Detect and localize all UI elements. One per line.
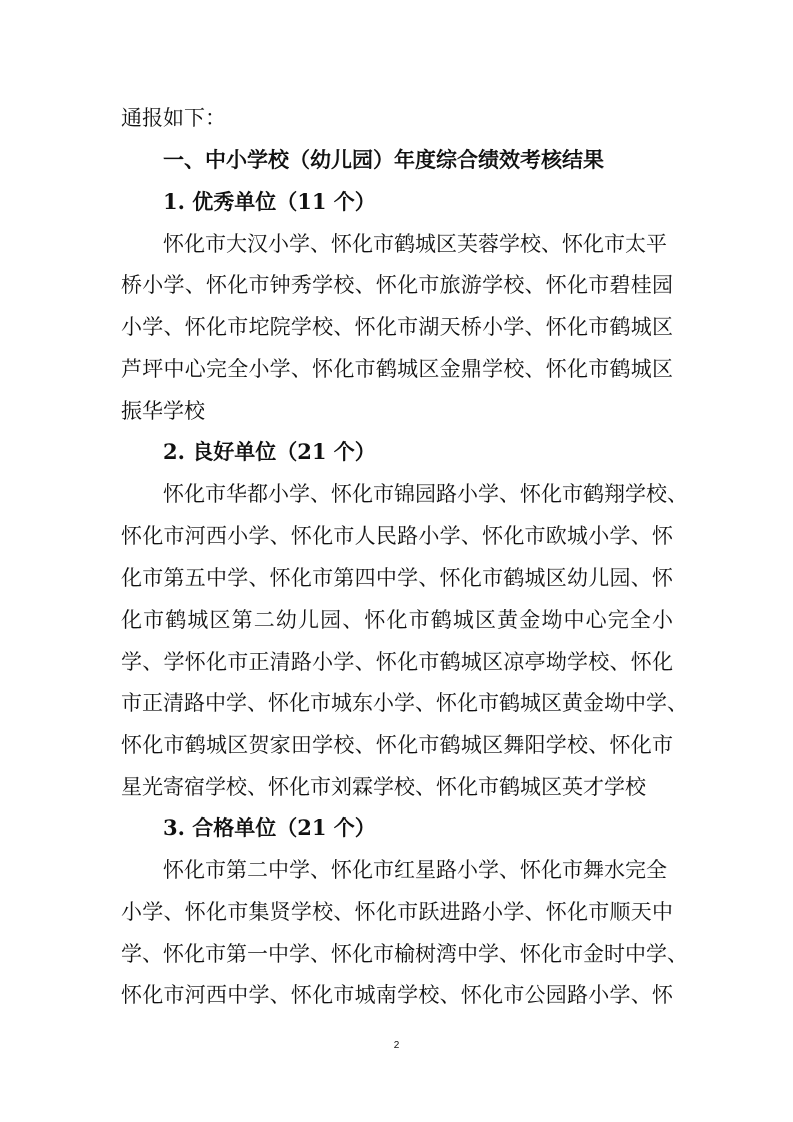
paragraph-line: 怀化市大汉小学、怀化市鹤城区芙蓉学校、怀化市太平 [163, 232, 667, 256]
paragraph-line: 怀化市鹤城区贺家田学校、怀化市鹤城区舞阳学校、怀化市 [121, 733, 673, 757]
paragraph-line: 星光寄宿学校、怀化市刘霖学校、怀化市鹤城区英才学校 [121, 775, 646, 799]
section-heading: 一、中小学校（幼儿园）年度综合绩效考核结果 [163, 148, 604, 172]
paragraph-line: 化市鹤城区第二幼儿园、怀化市鹤城区黄金坳中心完全小 [121, 608, 673, 632]
paragraph-line: 学、怀化市第一中学、怀化市榆树湾中学、怀化市金时中学、 [121, 942, 688, 966]
paragraph-line: 芦坪中心完全小学、怀化市鹤城区金鼎学校、怀化市鹤城区 [121, 357, 673, 381]
paragraph-line: 化市第五中学、怀化市第四中学、怀化市鹤城区幼儿园、怀 [121, 566, 673, 590]
intro-text: 通报如下： [121, 106, 226, 130]
paragraph-line: 怀化市华都小学、怀化市锦园路小学、怀化市鹤翔学校、 [163, 482, 688, 506]
good-heading: 2. 良好单位（21 个） [163, 439, 376, 464]
excellent-heading: 1. 优秀单位（11 个） [163, 189, 376, 214]
paragraph-line: 学、学怀化市正清路小学、怀化市鹤城区凉亭坳学校、怀化 [121, 650, 673, 674]
paragraph-line: 怀化市第二中学、怀化市红星路小学、怀化市舞水完全 [163, 858, 667, 882]
qualified-heading: 3. 合格单位（21 个） [163, 815, 376, 840]
page-number: 2 [393, 1040, 400, 1051]
paragraph-line: 怀化市河西中学、怀化市城南学校、怀化市公园路小学、怀 [121, 983, 673, 1007]
paragraph-line: 怀化市河西小学、怀化市人民路小学、怀化市欧城小学、怀 [121, 524, 673, 548]
paragraph-line: 小学、怀化市集贤学校、怀化市跃进路小学、怀化市顺天中 [121, 900, 673, 924]
paragraph-line: 桥小学、怀化市钟秀学校、怀化市旅游学校、怀化市碧桂园 [121, 273, 673, 297]
paragraph-line: 振华学校 [121, 399, 205, 423]
paragraph-line: 小学、怀化市坨院学校、怀化市湖天桥小学、怀化市鹤城区 [121, 315, 673, 339]
paragraph-line: 市正清路中学、怀化市城东小学、怀化市鹤城区黄金坳中学、 [121, 691, 688, 715]
